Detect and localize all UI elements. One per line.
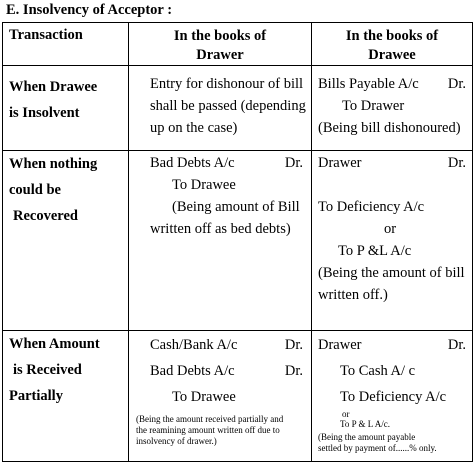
header-drawee-line2: Drawee	[368, 47, 416, 63]
insolvency-table	[2, 22, 473, 462]
account-name: Bad Debts A/c	[150, 155, 235, 171]
row-label-line: is Received	[13, 362, 82, 378]
header-drawee-line1: In the books of	[345, 28, 439, 44]
narration: (Being amount of Bill	[172, 199, 300, 215]
header-drawer-line1: In the books of	[173, 28, 267, 44]
narration-line: insolvency of drawer.)	[136, 436, 217, 446]
drawer-text-line: shall be passed (depending	[150, 98, 306, 114]
account-name: Bills Payable A/c	[318, 76, 419, 92]
journal-credit-line: To Drawer	[342, 98, 405, 114]
row-label-line: Partially	[9, 388, 63, 404]
header-row	[3, 23, 473, 66]
row-label-line: When nothing	[9, 156, 98, 172]
drawee-entry-cell	[312, 331, 473, 462]
journal-debit-line	[150, 152, 303, 174]
drawer-text-line: up on the case)	[150, 120, 238, 136]
drawee-entry-cell	[312, 66, 473, 151]
narration	[318, 430, 466, 454]
or-separator: or	[384, 221, 397, 237]
row-label-drawee-insolvent	[3, 66, 129, 151]
narration	[129, 410, 303, 447]
debit-marker: Dr.	[284, 337, 303, 353]
journal-debit-line	[318, 73, 466, 95]
journal-credit-line: To P & L A/c.	[340, 419, 390, 429]
debit-marker: Dr.	[447, 155, 466, 171]
journal-credit-line: To Deficiency A/c	[318, 199, 425, 215]
spacer	[318, 174, 466, 196]
debit-marker: Dr.	[284, 363, 303, 379]
row-label-line: When Drawee	[9, 79, 98, 95]
or-separator: or	[342, 409, 350, 419]
drawee-entries	[318, 332, 466, 410]
header-drawer	[129, 23, 312, 66]
drawer-entry-cell	[129, 331, 312, 462]
account-name: Bad Debts A/c	[150, 363, 235, 379]
table-row	[3, 331, 473, 462]
row-label-line: When Amount	[9, 336, 100, 352]
table-row	[3, 151, 473, 331]
narration: (Being the amount of bill	[318, 265, 465, 281]
journal-credit-line: To P &L A/c	[338, 243, 412, 259]
account-name: Drawer	[318, 337, 362, 353]
narration: written off as bed debts)	[150, 221, 291, 237]
journal-credit-line: To Drawee	[172, 389, 236, 405]
narration-line: (Being the amount received partially and	[136, 414, 284, 424]
drawer-entries	[129, 332, 303, 410]
header-drawer-line2: Drawer	[196, 47, 244, 63]
journal-credit-line: To Cash A/ c	[340, 363, 416, 379]
table-row	[3, 66, 473, 151]
row-label-nothing-recovered	[3, 151, 129, 331]
row-label-line: Recovered	[13, 208, 78, 224]
row-label-line: is Insolvent	[9, 105, 80, 121]
narration-line: (Being the amount payable	[318, 432, 416, 442]
journal-debit-line	[150, 358, 303, 384]
drawer-entry-cell	[129, 66, 312, 151]
journal-debit-line	[318, 332, 466, 358]
narration-line: settled by payment of......% only.	[318, 443, 437, 453]
narration-line: the reamining amount written off due to	[136, 425, 280, 435]
debit-marker: Dr.	[447, 76, 466, 92]
journal-credit-line: To Deficiency A/c	[340, 389, 447, 405]
header-drawee	[312, 23, 473, 66]
account-name: Drawer	[318, 155, 362, 171]
header-transaction: Transaction	[3, 23, 129, 66]
debit-marker: Dr.	[447, 337, 466, 353]
row-label-line: could be	[9, 182, 61, 198]
account-name: Cash/Bank A/c	[150, 337, 238, 353]
drawee-entry-cell	[312, 151, 473, 331]
section-heading: E. Insolvency of Acceptor :	[6, 2, 173, 18]
drawer-text-line: Entry for dishonour of bill	[150, 76, 304, 92]
narration: (Being bill dishonoured)	[318, 120, 461, 136]
drawer-entry-cell	[129, 151, 312, 331]
narration: written off.)	[318, 287, 388, 303]
journal-debit-line	[318, 152, 466, 174]
row-label-received-partially	[3, 331, 129, 462]
debit-marker: Dr.	[284, 155, 303, 171]
journal-credit-line: To Drawee	[172, 177, 236, 193]
journal-debit-line	[150, 332, 303, 358]
